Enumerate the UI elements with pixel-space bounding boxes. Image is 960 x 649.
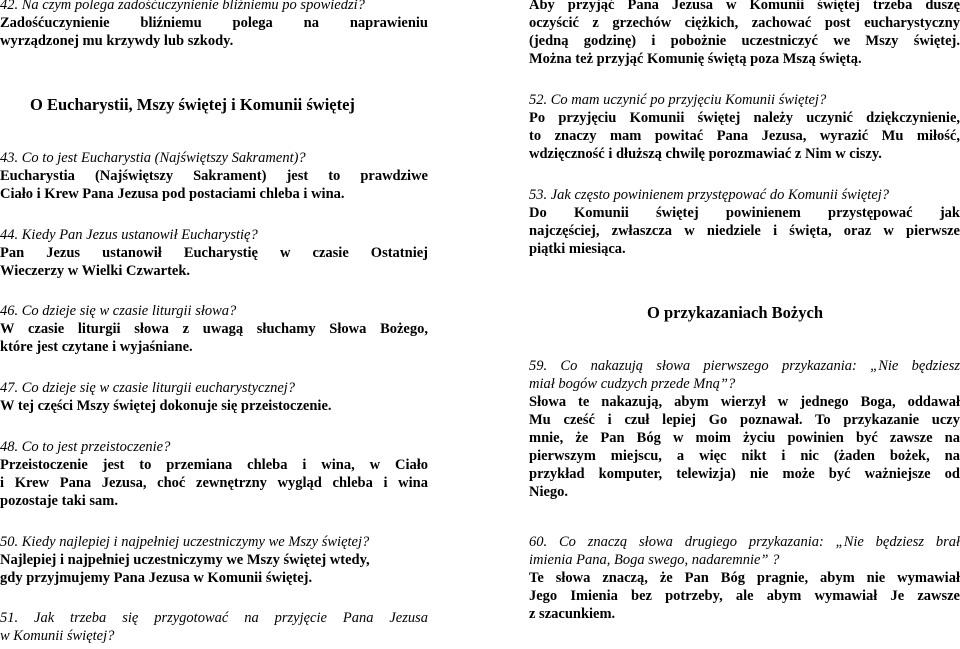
answer-48-line-2: i Krew Pana Jezusa, choć zewnętrzny wygląd chleba i wina bbox=[0, 475, 428, 491]
question-50: 50. Kiedy najlepiej i najpełniej uczestniczymy we Mszy świętej? bbox=[0, 534, 370, 550]
answer-59-line-5: przykład komputer, telewizja) nie może być ważniejsze od bbox=[529, 466, 960, 482]
question-59-line-1: 59. Co nakazują słowa pierwszego przykazania: „Nie będziesz bbox=[529, 358, 960, 374]
question-59-line-2: miał bogów cudzych przede Mną”? bbox=[529, 376, 736, 392]
question-60-line-1: 60. Co znaczą słowa drugiego przykazania: „Nie będziesz brał bbox=[529, 534, 960, 550]
answer-60-line-3: z szacunkiem. bbox=[529, 606, 616, 622]
question-51-line-2: w Komunii świętej? bbox=[0, 628, 115, 644]
question-46: 46. Co dzieje się w czasie liturgii słowa? bbox=[0, 303, 237, 319]
answer-43-line-1: Eucharystia (Najświętszy Sakrament) jest to prawdziwe bbox=[0, 168, 428, 184]
answer-43-line-2: Ciało i Krew Pana Jezusa pod postaciami chleba i wina. bbox=[0, 186, 345, 202]
answer-44-line-1: Pan Jezus ustanowił Eucharystię w czasie Ostatniej bbox=[0, 245, 428, 261]
question-47: 47. Co dzieje się w czasie liturgii eucharystycznej? bbox=[0, 380, 296, 396]
question-53: 53. Jak często powinienem przystępować do Komunii świętej? bbox=[529, 187, 890, 203]
answer-47-line-1: W tej części Mszy świętej dokonuje się przeistoczenie. bbox=[0, 398, 332, 414]
question-44: 44. Kiedy Pan Jezus ustanowił Eucharystię? bbox=[0, 227, 258, 243]
answer-48-line-1: Przeistoczenie jest to przemiana chleba i wina, w Ciało bbox=[0, 457, 428, 473]
answer-53-line-2: najczęściej, zwłaszcza w niedziele i święta, oraz w pierwsze bbox=[529, 223, 960, 239]
answer-46-line-2: które jest czytane i wyjaśniane. bbox=[0, 339, 193, 355]
answer-42-line-1: Zadośćuczynienie bliźniemu polega na naprawieniu bbox=[0, 15, 428, 31]
answer-51-line-4: Można też przyjąć Komunię świętą poza Mszą świętą. bbox=[529, 51, 862, 67]
answer-59-line-1: Słowa te nakazują, abym wierzył w jednego Boga, oddawał bbox=[529, 394, 960, 410]
answer-59-line-2: Mu cześć i czuł lepiej Go poznawał. To przykazanie uczy bbox=[529, 412, 960, 428]
answer-52-line-3: wdzięczność i dłuższą chwilę porozmawiać z Nim w ciszy. bbox=[529, 146, 882, 162]
question-42: 42. Na czym polega zadośćuczynienie bliźniemu po spowiedzi? bbox=[0, 0, 365, 13]
question-48: 48. Co to jest przeistoczenie? bbox=[0, 439, 171, 455]
answer-59-line-6: Niego. bbox=[529, 484, 569, 500]
question-43: 43. Co to jest Eucharystia (Najświętszy Sakrament)? bbox=[0, 150, 306, 166]
answer-59-line-4: pierwszym miejscu, a więc nikt i nic (żaden bożek, na bbox=[529, 448, 960, 464]
answer-48-line-3: pozostaje taki sam. bbox=[0, 493, 119, 509]
answer-51-line-3: (jedną godzinę) i pobożnie uczestniczyć we Mszy świętej. bbox=[529, 33, 960, 49]
question-52: 52. Co mam uczynić po przyjęciu Komunii świętej? bbox=[529, 92, 827, 108]
answer-52-line-2: to znaczy mam powitać Pana Jezusa, wyrazić Mu miłość, bbox=[529, 128, 960, 144]
question-60-line-2: imienia Pana, Boga swego, nadaremnie” ? bbox=[529, 552, 780, 568]
answer-52-line-1: Po przyjęciu Komunii świętej należy uczynić dziękczynienie, bbox=[529, 110, 960, 126]
answer-51-line-2: oczyścić z grzechów ciężkich, zachować post eucharystyczny bbox=[529, 15, 960, 31]
answer-60-line-1: Te słowa znaczą, że Pan Bóg pragnie, abym nie wymawiał bbox=[529, 570, 960, 586]
answer-60-line-2: Jego Imienia bez potrzeby, ale abym wymawiał Je zawsze bbox=[529, 588, 960, 604]
answer-50-line-1: Najlepiej i najpełniej uczestniczymy we Mszy świętej wtedy, bbox=[0, 552, 370, 568]
section-heading-eucharist: O Eucharystii, Mszy świętej i Komunii świętej bbox=[30, 95, 355, 114]
answer-59-line-3: mnie, że Pan Bóg w moim życiu powinien być zawsze na bbox=[529, 430, 960, 446]
answer-53-line-3: piątki miesiąca. bbox=[529, 241, 626, 257]
section-heading-commandments: O przykazaniach Bożych bbox=[647, 303, 823, 322]
answer-53-line-1: Do Komunii świętej powinienem przystępować jak bbox=[529, 205, 960, 221]
answer-50-line-2: gdy przyjmujemy Pana Jezusa w Komunii świętej. bbox=[0, 570, 313, 586]
answer-42-line-2: wyrządzonej mu krzywdy lub szkody. bbox=[0, 33, 234, 49]
answer-46-line-1: W czasie liturgii słowa z uwagą słuchamy Słowa Bożego, bbox=[0, 321, 428, 337]
answer-51-line-1: Aby przyjąć Pana Jezusa w Komunii świętej trzeba duszę bbox=[529, 0, 960, 13]
answer-44-line-2: Wieczerzy w Wielki Czwartek. bbox=[0, 263, 191, 279]
question-51-line-1: 51. Jak trzeba się przygotować na przyjęcie Pana Jezusa bbox=[0, 610, 428, 626]
